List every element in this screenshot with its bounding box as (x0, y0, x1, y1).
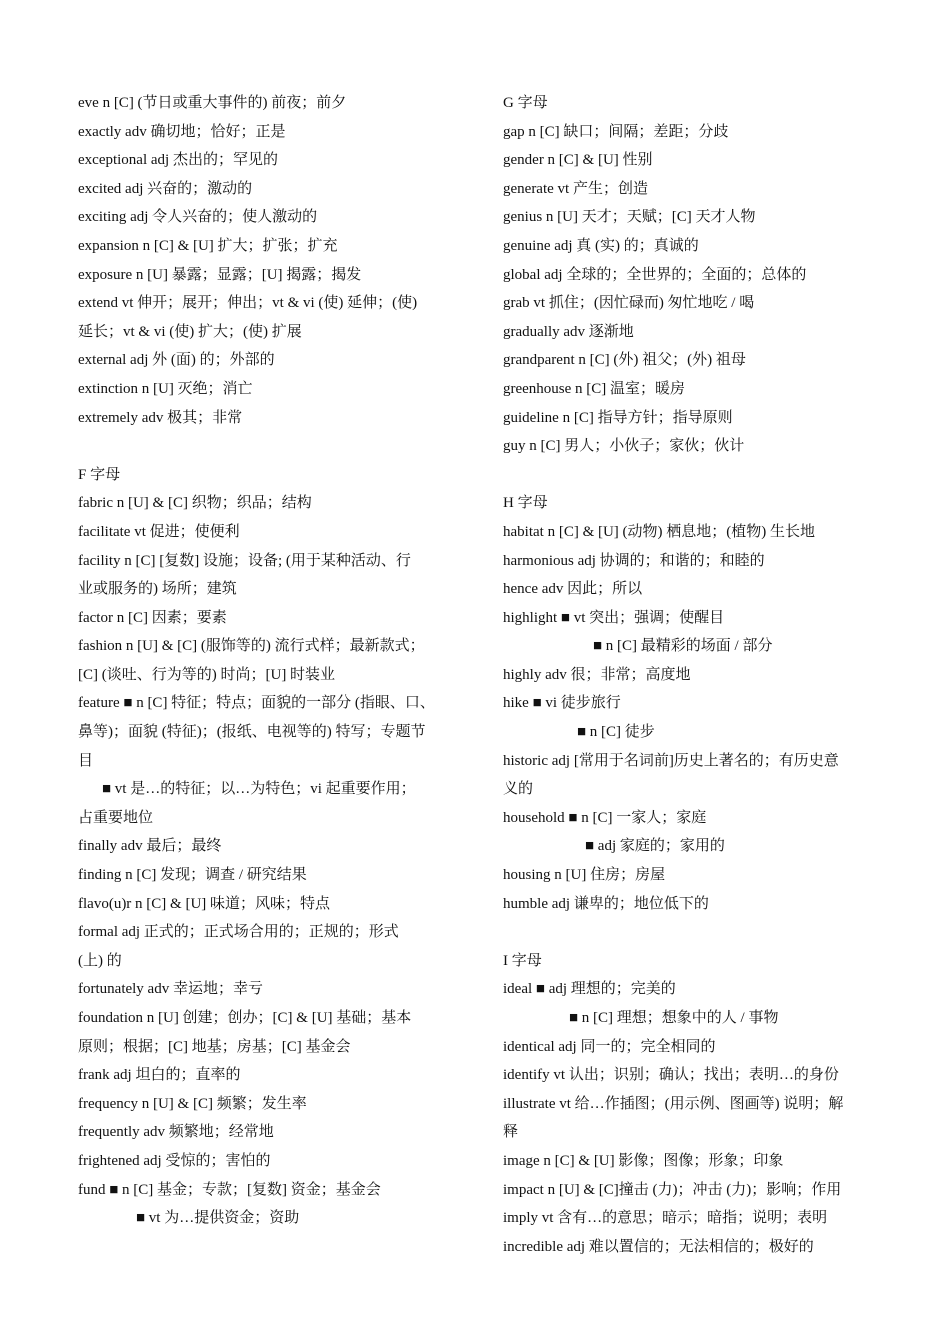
entry-line: 鼻等)；面貌 (特征)；(报纸、电视等的) 特写；专题节 (78, 724, 426, 741)
blank-line (503, 461, 895, 490)
section-heading: I 字母 (503, 952, 542, 969)
entry-line: fund ■ n [C] 基金；专款；[复数] 资金；基金会 (78, 1181, 381, 1198)
entry-line: illustrate vt 给…作插图；(用示例、图画等) 说明；解 (503, 1095, 844, 1112)
entry-line: 延长；vt & vi (使) 扩大；(使) 扩展 (78, 323, 302, 340)
entry-line: impact n [U] & [C]撞击 (力)；冲击 (力)；影响；作用 (503, 1181, 842, 1198)
entry-line: ■ adj 家庭的；家用的 (585, 838, 725, 855)
section-heading: G 字母 (503, 95, 548, 111)
entry-line: 目 (78, 752, 94, 769)
entry-line: finding n [C] 发现；调查 / 研究结果 (78, 867, 307, 884)
entry-line: hike ■ vi 徒步旅行 (503, 695, 621, 712)
entry-line: feature ■ n [C] 特征；特点；面貌的一部分 (指眼、口、 (78, 695, 435, 712)
entry-line: fortunately adv 幸运地；幸亏 (78, 981, 263, 998)
entry-line: harmonious adj 协调的；和谐的；和睦的 (503, 552, 765, 569)
entry-line: 原则；根据；[C] 地基；房基；[C] 基金会 (78, 1038, 351, 1055)
entry-line: household ■ n [C] 一家人；家庭 (503, 809, 707, 826)
entry-line: 业或服务的) 场所；建筑 (78, 581, 237, 598)
entry-line: extend vt 伸开；展开；伸出；vt & vi (使) 延伸；(使) (78, 295, 418, 312)
entry-line: grab vt 抓住；(因忙碌而) 匆忙地吃 / 喝 (503, 295, 755, 312)
entry-line: exceptional adj 杰出的；罕见的 (78, 152, 278, 169)
entry-line: facility n [C] [复数] 设施；设备; (用于某种活动、行 (78, 552, 411, 569)
entry-line: ■ n [C] 最精彩的场面 / 部分 (593, 638, 773, 655)
entry-line: grandparent n [C] (外) 祖父；(外) 祖母 (503, 352, 746, 369)
entry-line: eve n [C] (节日或重大事件的) 前夜；前夕 (78, 95, 347, 111)
entry-line: fabric n [U] & [C] 织物；织品；结构 (78, 495, 312, 512)
entry-line: ■ vt 是…的特征；以…为特色；vi 起重要作用； (102, 781, 416, 798)
entry-line: ■ vt 为…提供资金；资助 (136, 1210, 300, 1227)
entry-line: guideline n [C] 指导方针；指导原则 (503, 409, 733, 426)
section-heading: H 字母 (503, 495, 548, 512)
entry-line: imply vt 含有…的意思；暗示；暗指；说明；表明 (503, 1210, 828, 1227)
entry-line: flavo(u)r n [C] & [U] 味道；风味；特点 (78, 895, 331, 912)
entry-line: ■ n [C] 徒步 (577, 724, 655, 741)
entry-line: expansion n [C] & [U] 扩大；扩张；扩充 (78, 237, 338, 254)
entry-line: external adj 外 (面) 的；外部的 (78, 352, 275, 369)
entry-line: guy n [C] 男人；小伙子；家伙；伙计 (503, 438, 745, 455)
entry-line: frequency n [U] & [C] 频繁；发生率 (78, 1095, 307, 1112)
entry-line: gender n [C] & [U] 性别 (503, 152, 653, 169)
entry-line: exciting adj 令人兴奋的；使人激动的 (78, 209, 318, 226)
entry-line: generate vt 产生；创造 (503, 180, 648, 197)
entry-line: highlight ■ vt 突出；强调；使醒目 (503, 609, 725, 626)
entry-line: image n [C] & [U] 影像；图像；形象；印象 (503, 1152, 784, 1169)
entry-line: factor n [C] 因素；要素 (78, 609, 227, 626)
entry-line: global adj 全球的；全世界的；全面的；总体的 (503, 266, 807, 283)
entry-line: 义的 (503, 781, 534, 798)
entry-line: 释 (503, 1124, 519, 1141)
entry-line: extremely adv 极其；非常 (78, 409, 243, 426)
entry-line: ■ n [C] 理想；想象中的人 / 事物 (569, 1010, 779, 1026)
entry-line: historic adj [常用于名词前]历史上著名的；有历史意 (503, 752, 839, 769)
entry-line: formal adj 正式的；正式场合用的；正规的；形式 (78, 924, 399, 941)
entry-line: identify vt 认出；识别；确认；找出；表明…的身份 (503, 1067, 839, 1084)
entry-line: finally adv 最后；最终 (78, 838, 222, 855)
entry-line: housing n [U] 住房；房屋 (503, 867, 666, 884)
entry-line: exposure n [U] 暴露；显露；[U] 揭露；揭发 (78, 266, 362, 283)
entry-line: genius n [U] 天才；天赋；[C] 天才人物 (503, 209, 756, 226)
left-column (78, 89, 470, 1233)
entry-line: highly adv 很；非常；高度地 (503, 666, 691, 683)
entry-line: genuine adj 真 (实) 的；真诚的 (503, 237, 699, 254)
entry-line: extinction n [U] 灭绝；消亡 (78, 380, 253, 397)
entry-line: frequently adv 频繁地；经常地 (78, 1124, 274, 1141)
entry-line: excited adj 兴奋的；激动的 (78, 180, 253, 197)
entry-line: frightened adj 受惊的；害怕的 (78, 1152, 271, 1169)
entry-line: habitat n [C] & [U] (动物) 栖息地；(植物) 生长地 (503, 523, 816, 540)
entry-line: ideal ■ adj 理想的；完美的 (503, 981, 676, 998)
entry-line: humble adj 谦卑的；地位低下的 (503, 895, 709, 912)
entry-line: [C] (谈吐、行为等的) 时尚；[U] 时装业 (78, 666, 336, 683)
entry-line: frank adj 坦白的；直率的 (78, 1067, 241, 1084)
entry-line: hence adv 因此；所以 (503, 581, 643, 598)
entry-line: greenhouse n [C] 温室；暖房 (503, 380, 686, 397)
entry-line: fashion n [U] & [C] (服饰等的) 流行式样；最新款式； (78, 638, 425, 655)
entry-line: identical adj 同一的；完全相同的 (503, 1038, 716, 1055)
entry-line: foundation n [U] 创建；创办；[C] & [U] 基础；基本 (78, 1010, 412, 1026)
blank-line (503, 918, 895, 947)
entry-line: (上) 的 (78, 952, 122, 969)
entry-line: facilitate vt 促进；使便利 (78, 523, 240, 540)
entry-line: 占重要地位 (78, 809, 154, 826)
right-column (503, 89, 895, 1261)
entry-line: gradually adv 逐渐地 (503, 323, 634, 340)
entry-line: exactly adv 确切地；恰好；正是 (78, 123, 286, 140)
section-heading: F 字母 (78, 466, 121, 483)
blank-line (78, 432, 470, 461)
entry-line: gap n [C] 缺口；间隔；差距；分歧 (503, 123, 729, 140)
entry-line: incredible adj 难以置信的；无法相信的；极好的 (503, 1238, 814, 1255)
